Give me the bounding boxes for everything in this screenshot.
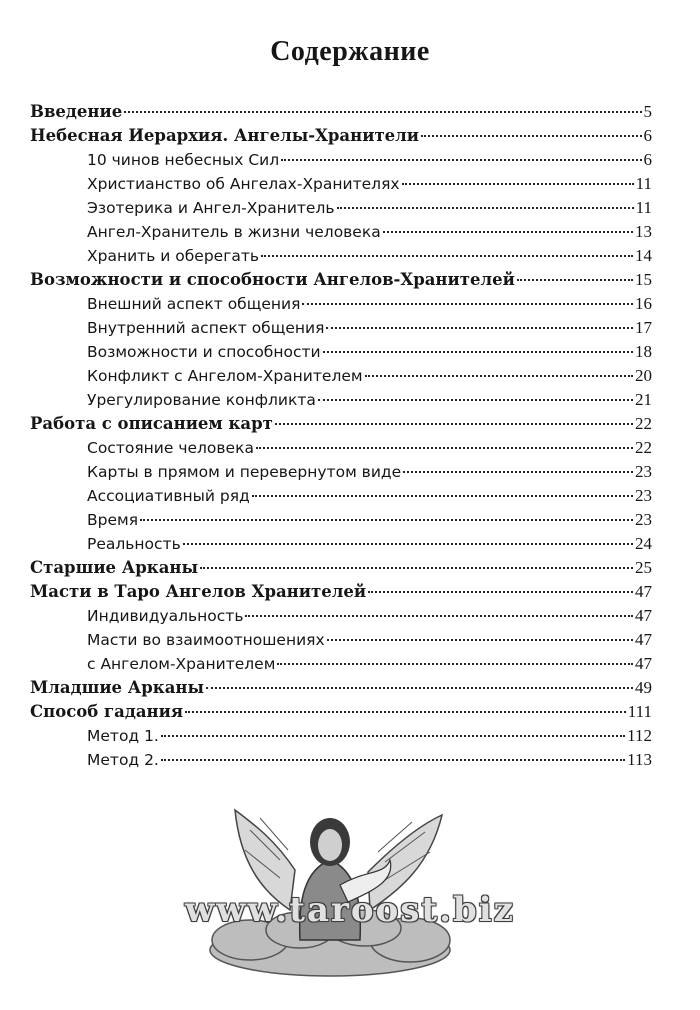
dot-leader bbox=[206, 687, 633, 689]
toc-entry-page: 11 bbox=[635, 174, 652, 193]
toc-entry-page: 23 bbox=[635, 486, 652, 505]
toc-entry-page: 20 bbox=[635, 366, 652, 385]
toc-entry-title: Карты в прямом и перевернутом виде bbox=[87, 463, 402, 481]
toc-entry bbox=[30, 556, 652, 580]
toc-entry-title: Состояние человека bbox=[87, 439, 254, 457]
toc-entry-page: 18 bbox=[635, 342, 652, 361]
toc-entry-title: Возможности и способности bbox=[87, 343, 321, 361]
toc-entry bbox=[30, 484, 652, 508]
toc-entry-title: Метод 2. bbox=[87, 751, 159, 769]
toc-entry-page: 47 bbox=[635, 606, 652, 625]
toc-entry-page: 11 bbox=[635, 198, 652, 217]
toc-entry-title: Масти в Таро Ангелов Хранителей bbox=[30, 582, 367, 601]
toc-entry-page: 23 bbox=[635, 462, 652, 481]
toc-entry-title: с Ангелом-Хранителем bbox=[87, 655, 276, 673]
dot-leader bbox=[245, 615, 633, 617]
toc-entry-title: Время bbox=[87, 511, 139, 529]
toc-entry-title: Эзотерика и Ангел-Хранитель bbox=[87, 199, 335, 217]
toc-entry-page: 47 bbox=[635, 654, 652, 673]
toc-entry bbox=[30, 652, 652, 676]
toc-entry-page: 14 bbox=[635, 246, 652, 265]
dot-leader bbox=[421, 135, 641, 137]
toc-entry-page: 21 bbox=[635, 390, 652, 409]
toc-entry-page: 13 bbox=[635, 222, 652, 241]
dot-leader bbox=[161, 759, 625, 761]
toc-entry-page: 16 bbox=[635, 294, 652, 313]
toc-entry bbox=[30, 460, 652, 484]
toc-entry bbox=[30, 100, 652, 124]
toc-entry bbox=[30, 676, 652, 700]
page-title: Содержание bbox=[270, 36, 430, 67]
dot-leader bbox=[383, 231, 633, 233]
toc-entry-page: 22 bbox=[635, 414, 652, 433]
toc-entry-title: Младшие Арканы bbox=[30, 678, 204, 697]
dot-leader bbox=[323, 351, 633, 353]
toc-entry-title: Ангел-Хранитель в жизни человека bbox=[87, 223, 381, 241]
dot-leader bbox=[517, 279, 633, 281]
toc-entry-page: 24 bbox=[635, 534, 652, 553]
toc-entry-title: Индивидуальность bbox=[87, 607, 244, 625]
dot-leader bbox=[124, 111, 641, 113]
dot-leader bbox=[327, 639, 633, 641]
toc-entry-page: 22 bbox=[635, 438, 652, 457]
toc-entry bbox=[30, 124, 652, 148]
toc-entry-title: Внешний аспект общения bbox=[87, 295, 301, 313]
toc-entry-title: Ассоциативный ряд bbox=[87, 487, 250, 505]
toc-entry bbox=[30, 148, 652, 172]
toc-entry-title: 10 чинов небесных Сил bbox=[87, 151, 280, 169]
toc-entry-title: Способ гадания bbox=[30, 702, 184, 721]
toc-entry bbox=[30, 316, 652, 340]
toc-entry bbox=[30, 724, 652, 748]
toc-entry bbox=[30, 748, 652, 772]
toc-entry bbox=[30, 580, 652, 604]
toc-entry-title: Метод 1. bbox=[87, 727, 159, 745]
dot-leader bbox=[140, 519, 633, 521]
dot-leader bbox=[161, 735, 625, 737]
toc-entry bbox=[30, 412, 652, 436]
toc-entry bbox=[30, 364, 652, 388]
dot-leader bbox=[185, 711, 626, 713]
toc-entry bbox=[30, 292, 652, 316]
toc-entry bbox=[30, 268, 652, 292]
toc-entry bbox=[30, 220, 652, 244]
dot-leader bbox=[261, 255, 633, 257]
dot-leader bbox=[402, 183, 634, 185]
table-of-contents bbox=[30, 100, 652, 772]
dot-leader bbox=[318, 399, 633, 401]
toc-entry-title: Внутренний аспект общения bbox=[87, 319, 325, 337]
toc-entry bbox=[30, 532, 652, 556]
toc-entry bbox=[30, 196, 652, 220]
toc-entry bbox=[30, 388, 652, 412]
dot-leader bbox=[337, 207, 634, 209]
toc-entry bbox=[30, 604, 652, 628]
toc-entry-page: 6 bbox=[643, 150, 652, 169]
toc-entry bbox=[30, 172, 652, 196]
toc-entry-title: Масти во взаимоотношениях bbox=[87, 631, 325, 649]
toc-entry bbox=[30, 628, 652, 652]
toc-entry-title: Реальность bbox=[87, 535, 181, 553]
toc-entry-title: Работа с описанием карт bbox=[30, 414, 273, 433]
toc-entry-page: 23 bbox=[635, 510, 652, 529]
dot-leader bbox=[302, 303, 633, 305]
toc-entry-page: 25 bbox=[635, 558, 652, 577]
toc-entry-title: Введение bbox=[30, 102, 123, 121]
toc-entry-title: Конфликт с Ангелом-Хранителем bbox=[87, 367, 363, 385]
toc-entry-page: 113 bbox=[627, 750, 652, 769]
toc-entry-page: 111 bbox=[627, 702, 652, 721]
toc-entry-page: 47 bbox=[635, 630, 652, 649]
dot-leader bbox=[368, 591, 633, 593]
toc-entry-title: Христианство об Ангелах-Хранителях bbox=[87, 175, 400, 193]
toc-entry-title: Хранить и оберегать bbox=[87, 247, 260, 265]
toc-entry-page: 112 bbox=[627, 726, 652, 745]
toc-entry-title: Возможности и способности Ангелов-Хранителей bbox=[30, 270, 515, 289]
dot-leader bbox=[403, 471, 633, 473]
toc-entry-page: 6 bbox=[643, 126, 652, 145]
dot-leader bbox=[252, 495, 633, 497]
toc-entry-page: 47 bbox=[635, 582, 652, 601]
toc-entry bbox=[30, 244, 652, 268]
dot-leader bbox=[281, 159, 641, 161]
dot-leader bbox=[200, 567, 633, 569]
dot-leader bbox=[326, 327, 633, 329]
dot-leader bbox=[277, 663, 633, 665]
dot-leader bbox=[275, 423, 633, 425]
toc-entry-title: Небесная Иерархия. Ангелы-Хранители bbox=[30, 126, 420, 145]
dot-leader bbox=[183, 543, 633, 545]
dot-leader bbox=[365, 375, 633, 377]
toc-entry-title: Урегулирование конфликта bbox=[87, 391, 316, 409]
toc-entry bbox=[30, 436, 652, 460]
toc-entry bbox=[30, 700, 652, 724]
toc-entry-page: 15 bbox=[635, 270, 652, 289]
angel-on-cloud-icon bbox=[180, 790, 480, 985]
toc-entry-page: 5 bbox=[643, 102, 652, 121]
dot-leader bbox=[256, 447, 633, 449]
watermark: www.taroost.biz bbox=[185, 890, 515, 930]
toc-entry-page: 49 bbox=[635, 678, 652, 697]
toc-entry-page: 17 bbox=[635, 318, 652, 337]
toc-entry bbox=[30, 340, 652, 364]
toc-entry-title: Старшие Арканы bbox=[30, 558, 198, 577]
toc-entry bbox=[30, 508, 652, 532]
